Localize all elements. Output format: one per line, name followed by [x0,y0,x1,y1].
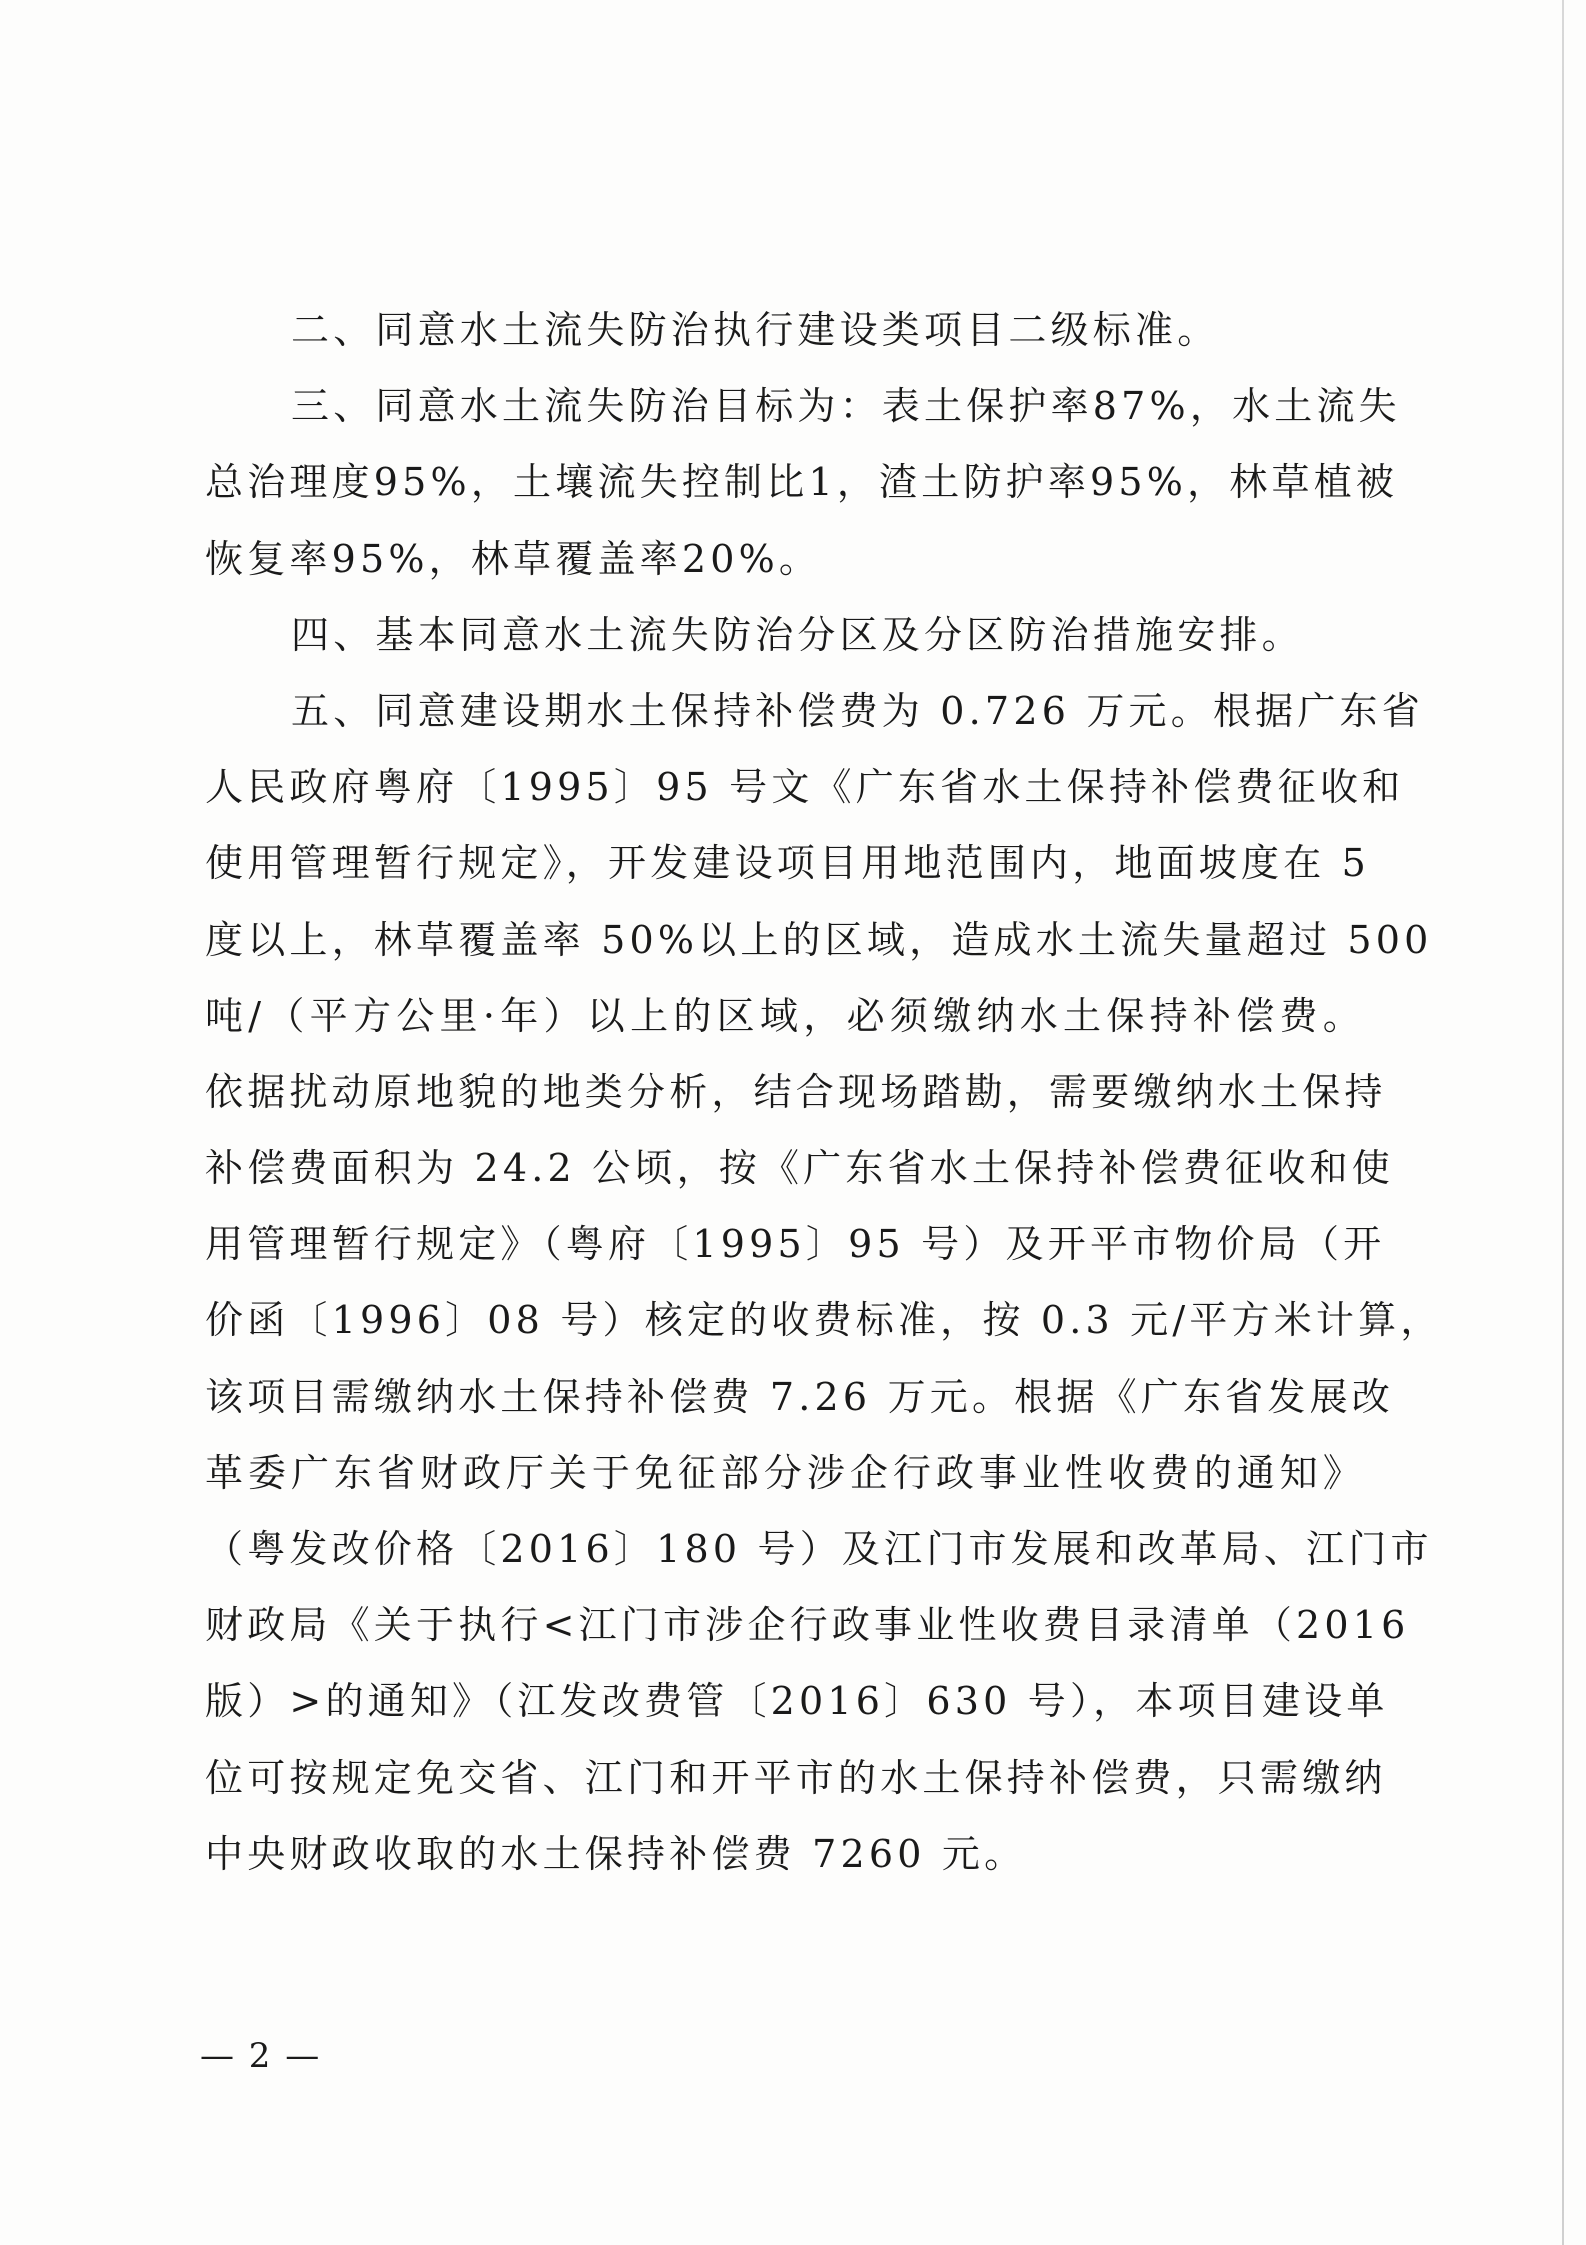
paragraph-line: 吨/（平方公里·年）以上的区域，必须缴纳水土保持补偿费。 [205,993,1365,1038]
scan-edge-line [1562,0,1564,2245]
paragraph-line: 使用管理暂行规定》，开发建设项目用地范围内，地面坡度在 5 [205,841,1371,886]
paragraph-line: 补偿费面积为 24.2 公顷，按《广东省水土保持补偿费征收和使 [205,1146,1394,1191]
paragraph-line: 度以上，林草覆盖率 50%以上的区域，造成水土流失量超过 500 [205,917,1433,962]
paragraph-line: 财政局《关于执行<江门市涉企行政事业性收费目录清单（2016 [205,1603,1410,1648]
paragraph-line: 依据扰动原地貌的地类分析，结合现场踏勘，需要缴纳水土保持 [205,1069,1387,1114]
paragraph-line: （粤发改价格〔2016〕180 号）及江门市发展和改革局、江门市 [205,1527,1433,1571]
paragraph-line: 三、同意水土流失防治目标为：表土保护率87%，水土流失 [291,384,1401,429]
document-body [205,292,1443,1892]
paragraph-line: 版）>的通知》（江发改费管〔2016〕630 号），本项目建设单 [205,1679,1389,1724]
paragraph-line: 该项目需缴纳水土保持补偿费 7.26 万元。根据《广东省发展改 [205,1374,1394,1419]
paragraph-line: 革委广东省财政厅关于免征部分涉企行政事业性收费的通知》 [205,1450,1365,1495]
paragraph-line: 四、基本同意水土流失防治分区及分区防治措施安排。 [291,612,1304,657]
paragraph-line: 用管理暂行规定》（粤府〔1995〕95 号）及开平市物价局（开 [205,1222,1386,1267]
paragraph-line: 二、同意水土流失防治执行建设类项目二级标准。 [291,308,1220,352]
paragraph-line: 人民政府粤府〔1995〕95 号文《广东省水土保持补偿费征收和 [205,765,1405,810]
paragraph-line: 价函〔1996〕08 号）核定的收费标准，按 0.3 元/平方米计算， [205,1298,1443,1343]
paragraph-line: 五、同意建设期水土保持补偿费为 0.726 万元。根据广东省 [291,688,1424,733]
paragraph-line: 总治理度95%，土壤流失控制比1，渣土防护率95%，林草植被 [205,460,1399,505]
page-number: — 2 — [200,2036,322,2076]
paragraph-line: 恢复率95%，林草覆盖率20%。 [205,536,822,581]
paragraph-line: 中央财政收取的水土保持补偿费 7260 元。 [205,1831,1027,1876]
paragraph-line: 位可按规定免交省、江门和开平市的水土保持补偿费，只需缴纳 [205,1755,1387,1800]
